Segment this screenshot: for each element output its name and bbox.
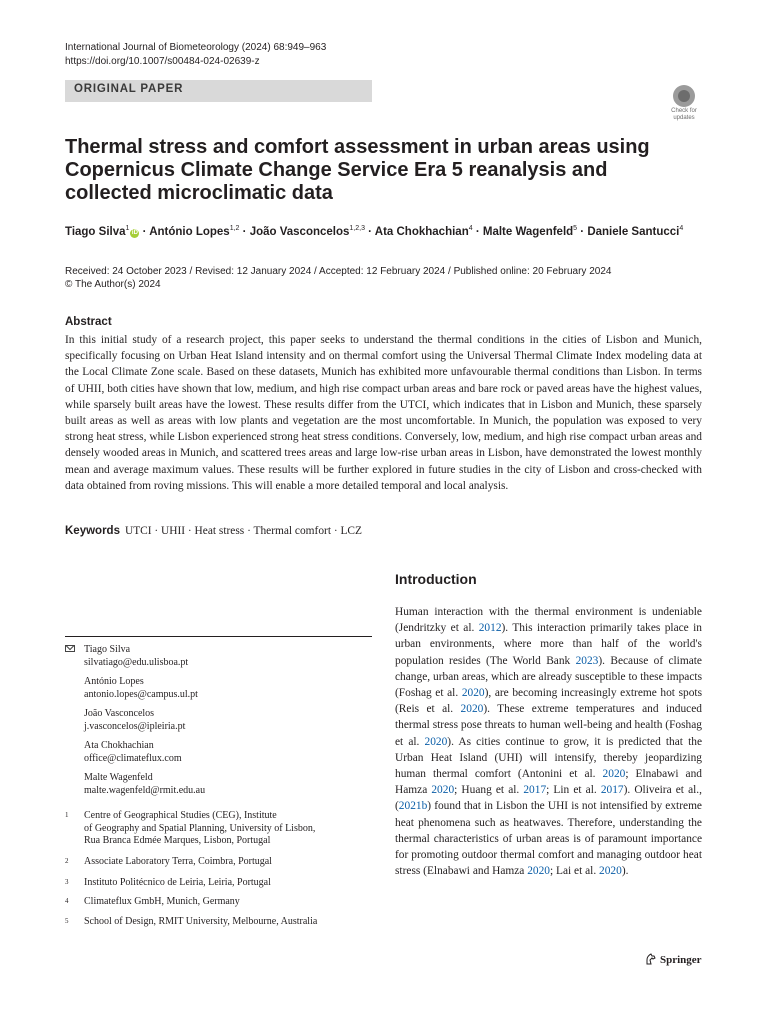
affiliation-line: Climateflux GmbH, Munich, Germany	[84, 896, 240, 907]
footnote-divider	[65, 636, 372, 637]
contact-email[interactable]: silvatiago@edu.ulisboa.pt	[84, 657, 189, 668]
contact-name: Malte Wagenfeld	[84, 772, 153, 783]
contact-email[interactable]: antonio.lopes@campus.ul.pt	[84, 689, 198, 700]
citation-link[interactable]: 2017	[600, 784, 624, 797]
section-tag	[65, 80, 372, 102]
contact-email[interactable]: malte.wagenfeld@rmit.edu.au	[84, 785, 206, 796]
copyright-notice: © The Author(s) 2024	[65, 279, 161, 290]
abstract-text: In this initial study of a research project, this paper seeks to understand the thermal conditions in the cities of Lisbon and Munich, specifically focusing on Urban Heat Island intensity and on thermal comfort using the Universal Thermal Climate Index modeling data at the Local Climate Zone scale. Based on these datasets, Munich has exhibited more unfavourable thermal conditions than Lisbon. In terms of UHII, both cities have shown that low, medium, and high rise compact urban areas and bare rock or paved areas have the highest values, while sparsely built areas have the lowest. These results differ from the UTCI, which indicates that in Lisbon and Munich, these sparsely built areas as well as areas with low plants and vegetation are the most uncomfortable. In Munich, the population was exposed to very strong heat stress, while Lisbon experienced strong heat stress conditions. Conversely, low, medium, and high rise compact urban areas and densely wooded areas in Munich, and scattered trees areas and large low-rise urban areas in Lisbon, have demonstrated the lowest monthly mean and average maximum values. These results will be further explored in future studies in the city of Lisbon and cross-checked with data obtained from roving missions. This will enable a more detailed temporal and local analysis.	[65, 334, 702, 492]
affiliation-number: 1	[65, 811, 69, 819]
keywords-list: UTCI · UHII · Heat stress · Thermal comfort · LCZ	[124, 525, 362, 537]
citation-link[interactable]: 2012	[478, 622, 502, 635]
citation-link[interactable]: 2023	[575, 654, 599, 667]
springer-horse-icon	[645, 953, 656, 965]
citation-link[interactable]: 2020	[424, 735, 448, 748]
contact-entry	[84, 739, 182, 765]
affiliation-number: 5	[65, 917, 69, 925]
doi-link[interactable]: https://doi.org/10.1007/s00484-024-02639-z	[65, 56, 260, 67]
introduction-text-run: ; Lai et al.	[550, 865, 600, 878]
citation-link[interactable]: 2021b	[398, 800, 428, 813]
contact-name: António Lopes	[84, 676, 144, 687]
badge-text: Check for updates	[671, 108, 697, 121]
introduction-text-run: ). Because of climate change, urban areas, which are already susceptible to these impacts (Foshag et al.	[395, 654, 702, 700]
introduction-text-run: ; Huang et al.	[454, 784, 524, 797]
affiliation-number: 2	[65, 857, 69, 865]
check-for-updates-icon	[673, 85, 695, 107]
introduction-text-run: ), are becoming increasingly extreme hot spots (Reis et al.	[395, 687, 702, 716]
citation-link[interactable]: 2020	[602, 768, 626, 781]
publisher-logo	[645, 953, 702, 966]
author-name[interactable]: Ata Chokhachian	[374, 226, 469, 238]
publication-dates: Received: 24 October 2023 / Revised: 12 January 2024 / Accepted: 12 February 2024 / Published online: 20 February 2024	[65, 266, 612, 277]
affiliation-number: 3	[65, 878, 69, 886]
author-name[interactable]: Malte Wagenfeld	[482, 226, 574, 238]
citation-link[interactable]: 2020	[431, 784, 455, 797]
affiliation-line: Centre of Geographical Studies (CEG), Institute	[84, 810, 277, 821]
citation-link[interactable]: 2020	[527, 865, 550, 878]
affiliation-line: Rua Branca Edmée Marques, Lisbon, Portugal	[84, 835, 271, 846]
citation-link[interactable]: 2020	[460, 703, 484, 716]
affiliation-line: of Geography and Spatial Planning, University of Lisbon,	[84, 822, 316, 834]
introduction-text-run: ). These extreme temperatures and induced thermal stress pose threats to human well-being and health (Foshag et al.	[395, 703, 702, 748]
contact-email[interactable]: office@climateflux.com	[84, 753, 182, 764]
introduction-text-run: ; Lin et al.	[546, 784, 601, 797]
orcid-icon[interactable]: iD	[131, 230, 138, 236]
introduction-text-run: ). As cities continue to grow, it is predicted that the Urban Heat Island (UHI) will intensify, thereby jeopardizing human thermal comfort (Antonini et al.	[395, 735, 702, 781]
author-list: Tiago Silva$^1$iD · António Lopes$^{1,2}$ · João Vasconcelos$^{1,2,3}$ · Ata Chokhachian$^4$ · Malte Wagenfeld$^5$ · Daniele Santucci$^4$	[65, 225, 684, 238]
introduction-text	[395, 604, 702, 879]
author-name[interactable]: Tiago Silva	[65, 226, 126, 238]
contact-email[interactable]: j.vasconcelos@ipleiria.pt	[84, 721, 186, 732]
citation-link[interactable]: 2020	[599, 865, 622, 878]
introduction-text-run: ).	[621, 865, 629, 878]
journal-header	[65, 41, 326, 69]
article-history	[65, 265, 611, 291]
affiliation-line: Associate Laboratory Terra, Coimbra, Portugal	[84, 856, 272, 867]
contact-name: Tiago Silva	[84, 644, 131, 655]
contact-entry	[84, 643, 188, 669]
introduction-text-run: ). This interaction primarily takes place in urban environments, where more than half of the world's population resides (The World Bank	[395, 622, 702, 667]
contact-name: João Vasconcelos	[84, 708, 155, 719]
contact-name: Ata Chokhachian	[84, 740, 154, 751]
contact-entry	[84, 675, 198, 701]
contact-entry	[84, 771, 205, 797]
keywords	[65, 525, 362, 537]
section-tag-label: ORIGINAL PAPER	[74, 83, 184, 95]
introduction-text-run: Human interaction with the thermal environment is undeniable (Jendritzky et al.	[395, 606, 702, 635]
contact-entry	[84, 707, 185, 733]
check-for-updates-badge[interactable]	[666, 84, 702, 122]
introduction-text-run: ; Elnabawi and Hamza	[395, 768, 702, 797]
author-name[interactable]: Daniele Santucci	[587, 226, 680, 238]
introduction-text-run: ) found that in Lisbon the UHI is not intensified by extreme heat phenomena such as heatwaves. Therefore, understanding the thermal characteristics of urban areas is of paramount importance for promoting outdoor thermal comfort and managing outdoor heat stress (Elnabawi and Hamza	[395, 800, 702, 878]
paper-title: Thermal stress and comfort assessment in urban areas using Copernicus Climate Change Service Era 5 reanalysis and collected microclimatic data	[65, 136, 650, 204]
introduction-text-run: ). Oliveira et al., (	[395, 784, 702, 813]
affiliation-number: 4	[65, 897, 69, 905]
email-envelope-icon	[65, 645, 75, 652]
journal-citation: International Journal of Biometeorology (2024) 68:949–963	[65, 42, 327, 53]
author-name[interactable]: António Lopes	[149, 226, 230, 238]
introduction-heading: Introduction	[395, 571, 477, 587]
citation-link[interactable]: 2017	[523, 784, 547, 797]
affiliation-line: Instituto Politécnico de Leiria, Leiria, Portugal	[84, 877, 271, 888]
keywords-label: Keywords	[65, 525, 120, 537]
publisher-name: Springer	[660, 954, 702, 966]
affiliation-line: School of Design, RMIT University, Melbourne, Australia	[84, 916, 318, 927]
author-name[interactable]: João Vasconcelos	[249, 226, 350, 238]
abstract-heading: Abstract	[65, 316, 112, 328]
citation-link[interactable]: 2020	[461, 687, 485, 700]
